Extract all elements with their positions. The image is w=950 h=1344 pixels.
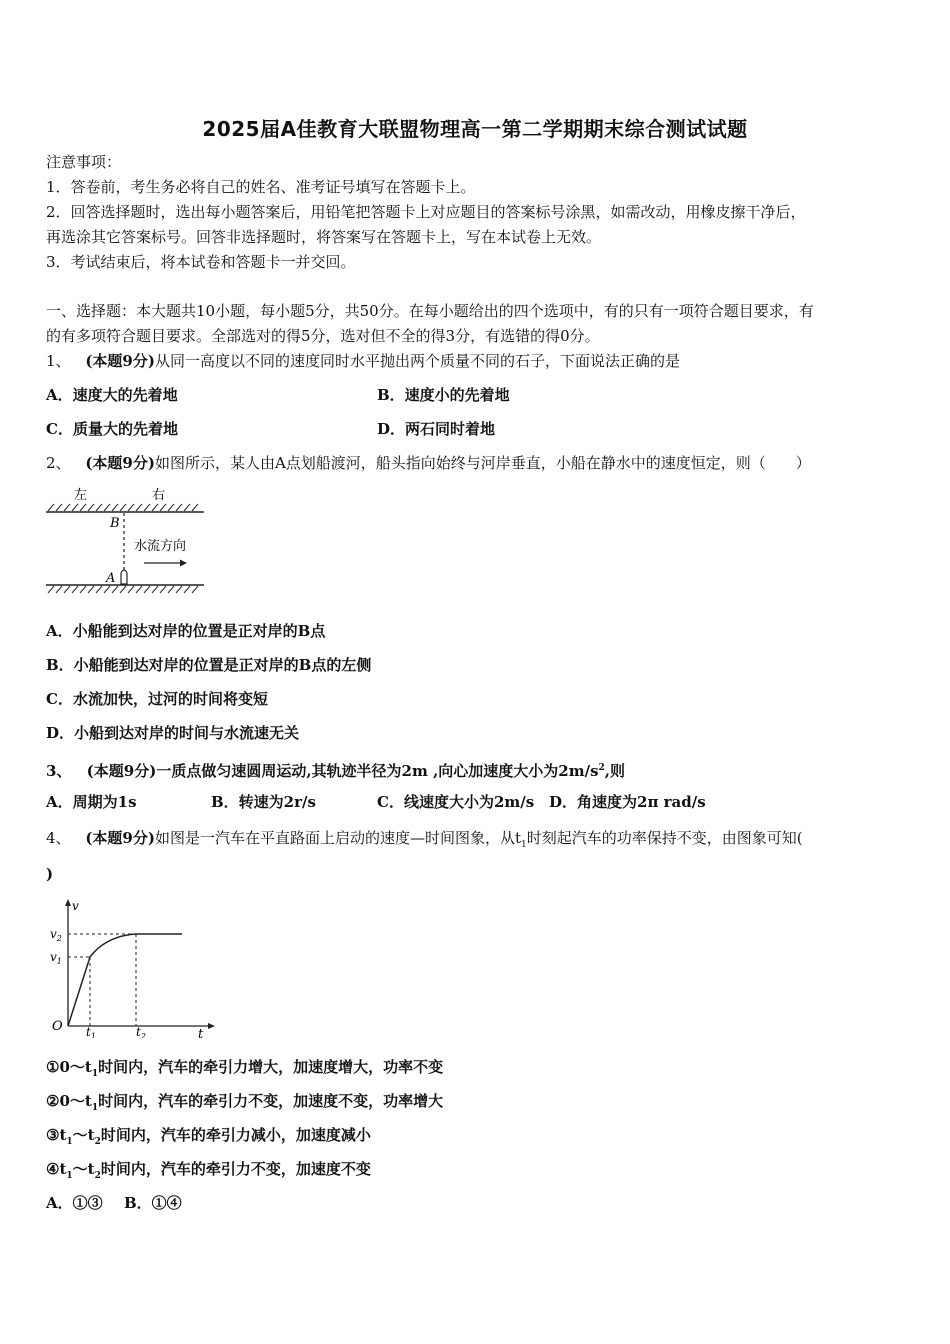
point-a-label: A: [106, 571, 116, 586]
notice-item-2a: 2．回答选择题时，选出每小题答案后，用铅笔把答题卡上对应题目的答案标号涂黑，如需改动，用橡皮擦干净后，: [46, 203, 806, 221]
question-1-text: 从同一高度以不同的速度同时水平抛出两个质量不同的石子，下面说法正确的是: [154, 352, 680, 370]
velocity-time-graph: [44, 896, 220, 1038]
question-1-score: (本题9分): [85, 352, 155, 370]
statement-1: $①0\sim t_1$时间内，汽车的牵引力增大，加速度增大，功率不变: [46, 1058, 444, 1079]
question-3-text-end: ,则: [604, 762, 626, 780]
question-1-option-a: A．速度大的先着地: [46, 386, 178, 404]
question-1-option-d: D．两石同时着地: [377, 420, 496, 438]
page-title: 2025届A佳教育大联盟物理高一第二学期期末综合测试试题: [202, 117, 748, 141]
question-4-subscript: 1: [521, 840, 527, 850]
question-3-number: 3、: [46, 762, 72, 780]
point-b-label: B: [110, 516, 120, 531]
question-4-option-b: B．①④: [124, 1194, 182, 1212]
notice-item-1: 1．答卷前，考生务必将自己的姓名、准考证号填写在答题卡上。: [46, 178, 476, 196]
t-axis-arrow-icon: [208, 1023, 215, 1029]
t2-label: $t_2$: [136, 1025, 146, 1038]
t1-label: $t_1$: [86, 1025, 96, 1038]
question-3-text: 一质点做匀速圆周运动,其轨迹半径为2m ,向心加速度大小为2m/s: [156, 762, 599, 780]
question-2-option-b: B．小船能到达对岸的位置是正对岸的B点的左侧: [46, 656, 372, 674]
question-3-superscript: 2: [598, 763, 605, 773]
question-4-number: 4、: [46, 829, 71, 847]
flow-direction-label: 水流方向: [134, 539, 187, 554]
t-axis-label: t: [198, 1027, 204, 1038]
question-1-number: 1、: [46, 352, 71, 370]
label-right: 右: [152, 488, 166, 503]
section-instructions-1: 一、选择题：本大题共10小题，每小题5分，共50分。在每小题给出的四个选项中，有的只有一项符合题目要求，有: [46, 302, 814, 320]
question-3-option-b: B．转速为2r/s: [211, 793, 316, 811]
statement-2: $②0\sim t_1$时间内，汽车的牵引力不变，加速度不变，功率增大: [46, 1092, 444, 1113]
question-2-score: (本题9分): [85, 454, 155, 472]
question-2-stem: [46, 453, 912, 473]
section-instructions-2: 的有多项符合题目要求。全部选对的得5分，选对但不全的得3分，有选错的得0分。: [46, 327, 600, 345]
v2-label: $v_2$: [50, 927, 62, 943]
river-crossing-figure: [44, 482, 206, 600]
question-4-text-end: 时刻起汽车的功率保持不变，由图象可知(: [526, 829, 803, 847]
question-3-stem: [46, 758, 912, 781]
question-1-option-b: B．速度小的先着地: [377, 386, 510, 404]
notice-item-3: 3．考试结束后，将本试卷和答题卡一并交回。: [46, 253, 356, 271]
question-4-close-paren: ): [46, 865, 54, 883]
question-1-stem: [46, 351, 912, 371]
velocity-curve: [68, 934, 182, 1026]
question-2-option-a: A．小船能到达对岸的位置是正对岸的B点: [46, 622, 326, 640]
statement-3: $③t_1\sim t_2$时间内，汽车的牵引力减小，加速度减小: [46, 1126, 371, 1147]
far-bank-hatch: [48, 504, 198, 511]
question-2-number: 2、: [46, 454, 71, 472]
question-3-score: (本题9分): [86, 762, 157, 780]
v-axis-label: v: [72, 899, 79, 913]
question-2-text: 如图所示，某人由A点划船渡河，船头指向始终与河岸垂直，小船在静水中的速度恒定，则（ ）: [154, 454, 811, 472]
v-axis-arrow-icon: [65, 899, 71, 906]
near-bank-hatch: [48, 586, 198, 593]
question-2-option-d: D．小船到达对岸的时间与水流速无关: [46, 724, 300, 742]
question-4-stem: [46, 828, 912, 855]
question-1-option-c: C．质量大的先着地: [46, 420, 178, 438]
question-3-option-a: A．周期为1s: [46, 793, 137, 811]
question-4-score: (本题9分): [85, 829, 155, 847]
question-4-option-a: A．①③: [46, 1194, 103, 1212]
origin-label: O: [52, 1019, 63, 1034]
v1-label: $v_1$: [50, 950, 62, 966]
question-4-text: 如图是一汽车在平直路面上启动的速度—时间图象，从t: [154, 829, 521, 847]
question-3-option-d: D．角速度为2π rad/s: [549, 793, 706, 811]
flow-arrow-head-icon: [180, 560, 187, 567]
label-left: 左: [74, 488, 88, 503]
notice-heading: 注意事项：: [46, 153, 122, 171]
notice-item-2b: 再选涂其它答案标号。回答非选择题时，将答案写在答题卡上，写在本试卷上无效。: [46, 228, 602, 246]
boat-icon: [121, 570, 127, 584]
question-3-option-c: C．线速度大小为2m/s: [377, 793, 535, 811]
statement-4: $④t_1\sim t_2$时间内，汽车的牵引力不变，加速度不变: [46, 1160, 371, 1181]
question-2-option-c: C．水流加快，过河的时间将变短: [46, 690, 268, 708]
